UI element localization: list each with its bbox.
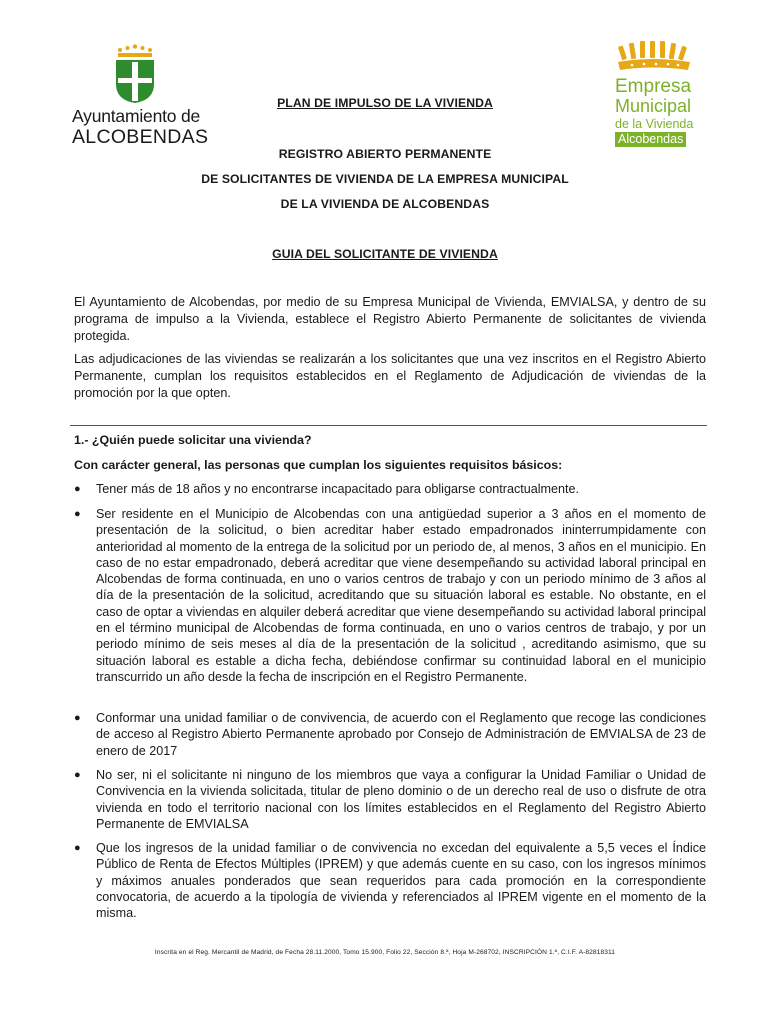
section-1-title: 1.- ¿Quién puede solicitar una vivienda? [74,433,312,447]
list-item [74,710,706,759]
plan-title: PLAN DE IMPULSO DE LA VIVIENDA [277,96,493,110]
bullet-icon: ● [74,508,81,520]
registro-title-1: REGISTRO ABIERTO PERMANENTE [278,147,492,161]
emvialsa-logo [612,40,702,148]
list-item-text: Ser residente en el Municipio de Alcobendas con una antigüedad superior a 3 años en el momento de presentación de la solicitud, o bien acreditar haber estado empadronados ininterrumpidamente con anterioridad al momento de la entrega de la solicitud por un periodo de, al menos, 3 años en el municipio. En caso de no estar empadronado, deberá acreditar que viene desempeñando su actividad laboral principal en Alcobendas de forma continuada, en uno o varios centros de trabajo y con un periodo mínimo de 3 años al día de la presentación de la solicitud, acreditando que su situación laboral es estable. No obstante, en el caso de optar a viviendas en alquiler deberá acreditar que viene desempeñando su actividad laboral principal en el término municipal de Alcobendas de forma continuada, en uno o varios centros de trabajo, y por un periodo mínimo de seis meses al día de la presentación de la solicitud , acreditando asimismo, que su situación laboral es estable a dicha fecha, debiéndose confirmar su continuidad laboral en el municipio transcurrido un año desde la fecha de inscripción en el Registro Permanente. [96,507,706,684]
footer-registration: Inscrita en el Reg. Mercantil de Madrid, de Fecha 28.11.2000, Tomo 15.900, Folio 22, Sección 8.ª, Hoja M-268702, INSCRIPCIÓN 1.ª, C.I.F. A-82818311 [154,949,616,956]
crown-shield-icon [112,44,158,104]
list-item-text: Tener más de 18 años y no encontrarse incapacitado para obligarse contractualmente. [96,482,580,496]
list-item [74,506,706,685]
bullet-icon: ● [74,842,81,854]
bullet-icon: ● [74,483,81,495]
crown-icon [614,40,694,74]
logo-left-line1: Ayuntamiento de [72,106,201,126]
logo-right-line4: Alcobendas [615,132,686,147]
registro-title-3: DE LA VIVIENDA DE ALCOBENDAS [280,197,490,211]
list-item [74,481,706,497]
list-item-text: Que los ingresos de la unidad familiar o de convivencia no excedan del equivalente a 5,5 veces el Índice Público de Renta de Efectos Múltiples (IPREM) y que además cuente en su caso, con los ingresos mínimos y máximos anuales ponderados que sean requeridos para cada promoción en la correspondiente convocatoria, de acuerdo a la tipología de vivienda y referenciados al IPREM vigente en el momento de la misma. [96,841,706,921]
logo-left-line2: ALCOBENDAS [72,126,209,148]
intro-paragraph-1: El Ayuntamiento de Alcobendas, por medio de su Empresa Municipal de Vivienda, EMVIALSA, y dentro de su programa de impulso a la Vivienda, establece el Registro Abierto Permanente de solicitantes de vivienda protegida. [74,295,706,343]
logo-right-line2: Municipal [615,96,692,116]
registro-title-2: DE SOLICITANTES DE VIVIENDA DE LA EMPRESA MUNICIPAL [201,172,569,186]
list-item-text: No ser, ni el solicitante ni ninguno de los miembros que vaya a configurar la Unidad Familiar o Unidad de Convivencia en la vivienda solicitada, titular de pleno dominio o de un derecho real de uso o disfrute de otra vivienda en todo el territorio nacional con los límites establecidos en el Reglamento del Registro Abierto Permanente de EMVIALSA [96,768,706,831]
section-1-subtitle: Con carácter general, las personas que cumplan los siguientes requisitos básicos: [74,458,563,472]
section-divider [70,425,707,426]
logo-right-line1: Empresa [615,76,692,97]
guia-title: GUIA DEL SOLICITANTE DE VIVIENDA [272,247,498,261]
bullet-icon: ● [74,769,81,781]
logo-right-line3: de la Vivienda [615,117,694,131]
list-item [74,767,706,832]
list-item-text: Conformar una unidad familiar o de convivencia, de acuerdo con el Reglamento que recoge las condiciones de acceso al Registro Abierto Permanente aprobado por Consejo de Administración de EMVIALSA de 23 de enero de 2017 [96,711,706,758]
list-item [74,840,706,921]
intro-paragraph-2: Las adjudicaciones de las viviendas se realizarán a los solicitantes que una vez inscritos en el Registro Abierto Permanente, cumplan los requisitos establecidos en el Reglamento de Adjudicación de viviendas de la promoción por la que opten. [74,352,706,400]
bullet-icon: ● [74,712,81,724]
